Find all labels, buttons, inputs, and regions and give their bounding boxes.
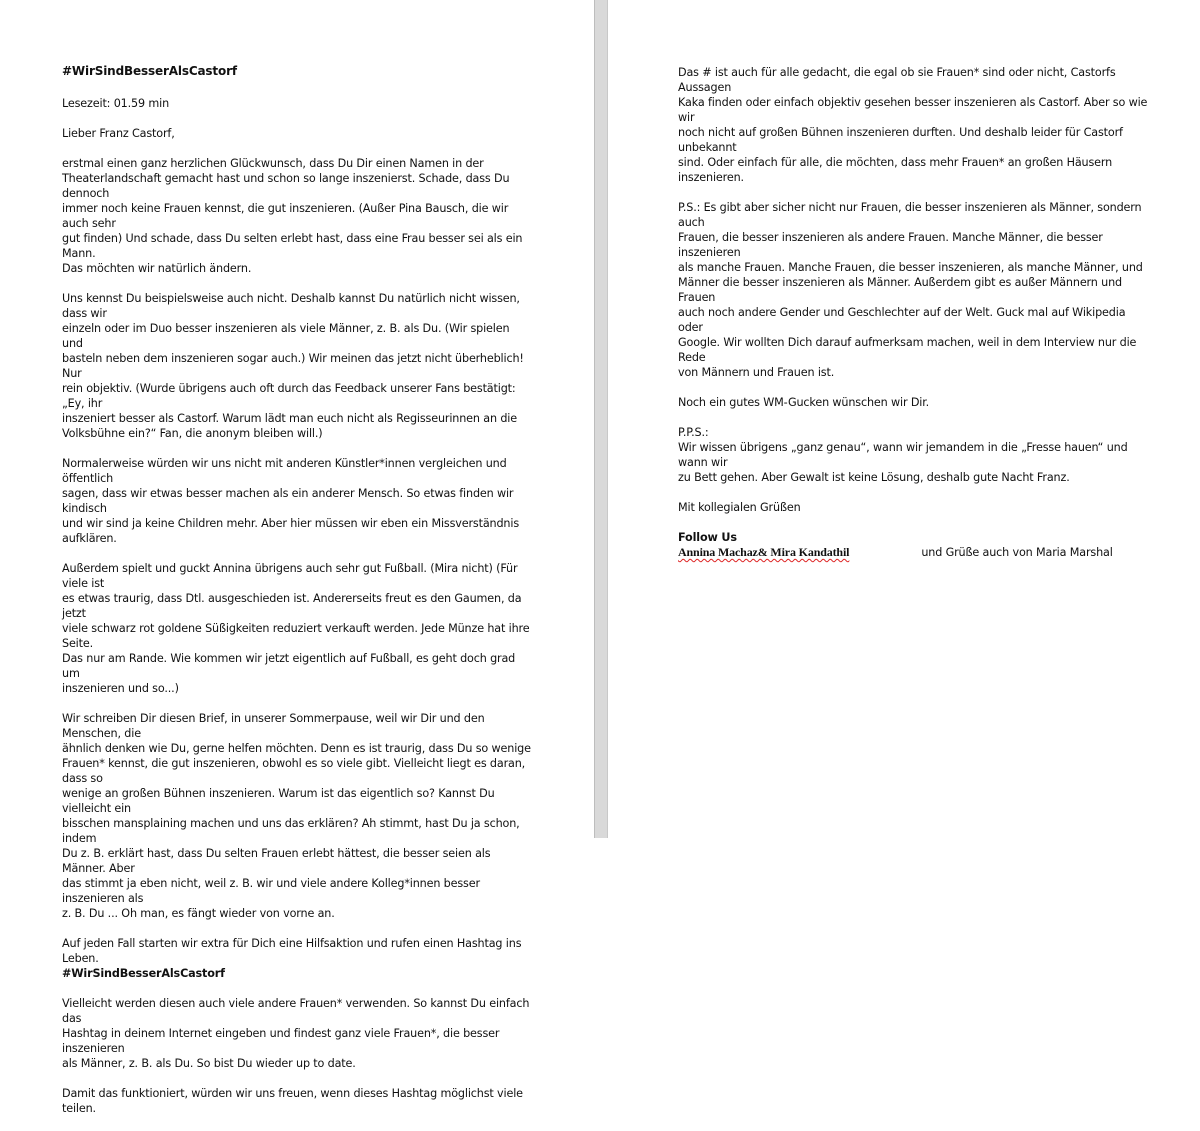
document-page-right	[608, 0, 1200, 838]
postscript: P.S.: Es gibt aber sicher nicht nur Frauen, die besser inszenieren als Männer, sondern auch Frauen, die besser inszenieren als andere Frauen. Manche Männer, die besser inszenieren als manche Frauen. Manche Frauen, die besser inszenieren, als manche Männer, und Männer die besser inszenieren als Männer. Außerdem gibt es außer Männern und Frauen auch noch andere Gender und Geschlechter auf der Welt. Guck mal auf Wikipedia oder Google. Wir wollten Dich darauf aufmerksam machen, weil in dem Interview nur die Rede von Männern und Frauen ist.	[678, 201, 1143, 379]
follow-us: Follow Us	[678, 531, 737, 544]
paragraph: Normalerweise würden wir uns nicht mit anderen Künstler*innen vergleichen und öffentlich sagen, dass wir etwas besser machen als ein anderer Mensch. So etwas finden wir kindisch und wir sind ja keine Children mehr. Aber hier müssen wir eben ein Missverständnis aufklären.	[62, 457, 520, 545]
document-page-left	[0, 0, 594, 1115]
signature-names: Annina Machaz& Mira Kandathil	[678, 545, 850, 559]
paragraph: erstmal einen ganz herzlichen Glückwunsch, dass Du Dir einen Namen in der Theaterlandschaft gemacht hast und schon so lange inszenierst. Schade, dass Du dennoch immer noch keine Frauen kennst, die gut inszenieren. (Außer Pina Bausch, die wir auch sehr gut finden) Und schade, dass Du selten erlebt hast, dass eine Frau besser sei als ein Mann. Das möchten wir natürlich ändern.	[62, 157, 523, 275]
paragraph: Damit das funktioniert, würden wir uns freuen, wenn dieses Hashtag möglichst viele teilen.	[62, 1087, 523, 1115]
pps-label: P.P.S.:	[678, 426, 709, 439]
reading-time: Lesezeit: 01.59 min	[62, 97, 170, 110]
paragraph: Das # ist auch für alle gedacht, die egal ob sie Frauen* sind oder nicht, Castorfs Aussagen Kaka finden oder einfach objektiv gesehen besser inszenieren als Castorf. Aber so wie wir noch nicht auf großen Bühnen inszenieren durften. Und deshalb leider für Castorf unbekannt sind. Oder einfach für alle, die möchten, dass mehr Frauen* an großen Häusern inszenieren.	[678, 66, 1148, 184]
hashtag-line: #WirSindBesserAlsCastorf	[62, 967, 225, 980]
letter-title: #WirSindBesserAlsCastorf	[62, 64, 237, 78]
paragraph: Auf jeden Fall starten wir extra für Dich eine Hilfsaktion und rufen einen Hashtag ins Leben.	[62, 937, 522, 965]
closing: Mit kollegialen Grüßen	[678, 501, 801, 514]
paragraph: Uns kennst Du beispielsweise auch nicht. Deshalb kannst Du natürlich nicht wissen, dass wir einzeln oder im Duo besser inszenieren als viele Männer, z. B. als Du. (Wir spielen und basteln neben dem inszenieren sogar auch.) Wir meinen das jetzt nicht überheblich! Nur rein objektiv. (Wurde übrigens auch oft durch das Feedback unserer Fans bestätigt: „Ey, ihr inszeniert besser als Castorf. Warum lädt man euch nicht als Regisseurinnen an die Volksbühne ein?“ Fan, die anonym bleiben will.)	[62, 292, 524, 440]
paragraph: Vielleicht werden diesen auch viele andere Frauen* verwenden. So kannst Du einfach das Hashtag in deinem Internet eingeben und findest ganz viele Frauen*, die besser inszenieren als Männer, z. B. als Du. So bist Du wieder up to date.	[62, 997, 530, 1070]
salutation: Lieber Franz Castorf,	[62, 127, 175, 140]
greeting-line: und Grüße auch von Maria Marshal	[921, 546, 1113, 559]
paragraph: Wir schreiben Dir diesen Brief, in unserer Sommerpause, weil wir Dir und den Menschen, die ähnlich denken wie Du, gerne helfen möchten. Denn es ist traurig, dass Du so wenige Frauen* kennst, die gut inszenieren, obwohl es so viele gibt. Vielleicht liegt es daran, dass so wenige an großen Bühnen inszenieren. Warum ist das eigentlich so? Kannst Du vielleicht ein bisschen mansplaining machen und uns das erklären? Ah stimmt, hast Du ja schon, indem Du z. B. erklärt hast, dass Du selten Frauen erlebt hättest, die besser seien als Männer. Aber das stimmt ja eben nicht, weil z. B. wir und viele andere Kolleg*innen besser inszenieren als z. B. Du ... Oh man, es fängt wieder von vorne an.	[62, 712, 531, 920]
signature-row	[678, 545, 1148, 560]
text-column-left	[62, 64, 532, 1131]
text-column-right	[678, 65, 1148, 560]
wm-wish: Noch ein gutes WM-Gucken wünschen wir Dir.	[678, 396, 930, 409]
page-gutter	[594, 0, 608, 838]
pps-text: Wir wissen übrigens „ganz genau“, wann wir jemandem in die „Fresse hauen“ und wann wir zu Bett gehen. Aber Gewalt ist keine Lösung, deshalb gute Nacht Franz.	[678, 441, 1128, 484]
paragraph: Außerdem spielt und guckt Annina übrigens auch sehr gut Fußball. (Mira nicht) (Für viele ist es etwas traurig, dass Dtl. ausgeschieden ist. Andererseits freut es den Gaumen, da jetzt viele schwarz rot goldene Süßigkeiten reduziert verkauft werden. Jede Münze hat ihre Seite. Das nur am Rande. Wie kommen wir jetzt eigentlich auf Fußball, es geht doch grad um inszenieren und so...)	[62, 562, 530, 695]
